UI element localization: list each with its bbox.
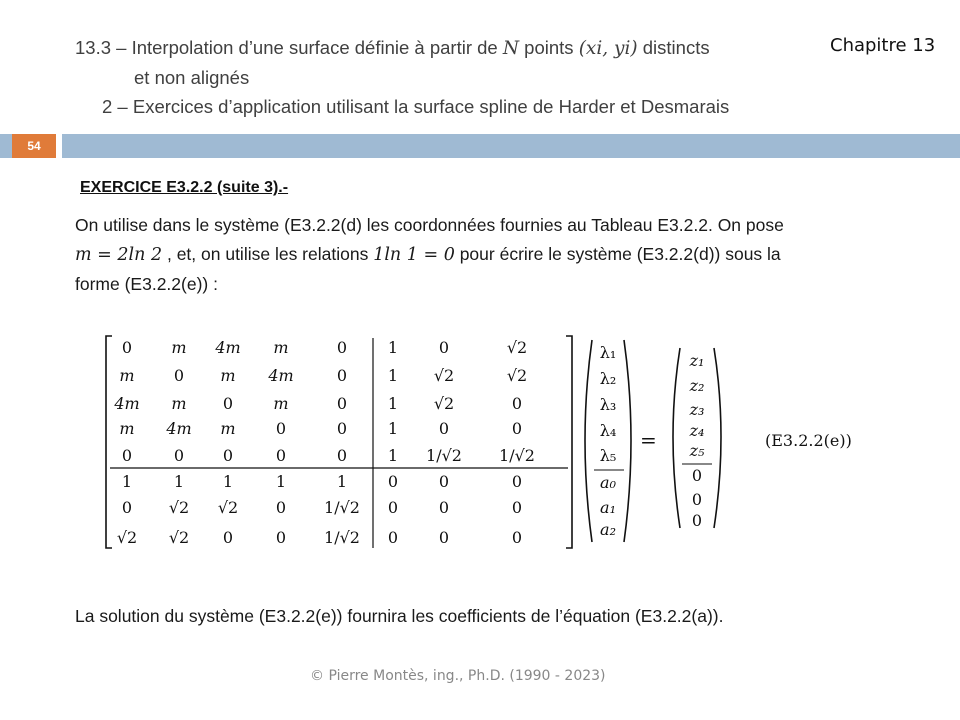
conclusion-text: La solution du système (E3.2.2(e)) fournira les coefficients de l’équation (E3.2.2(a)). <box>75 606 724 626</box>
matrix-cell: 0 <box>222 446 234 465</box>
paragraph-line2: m = 2ln 2 , et, on utilise les relations 1ln 1 = 0 pour écrire le système (E3.2.2(d)) sous la <box>75 244 781 265</box>
chapter-label: Chapitre 13 <box>830 35 936 56</box>
unknown-entry: λ₅ <box>599 446 617 465</box>
matrix-cell: 0 <box>336 366 348 385</box>
matrix-cell: 0 <box>387 528 399 547</box>
matrix-cell: 0 <box>336 419 348 438</box>
matrix-cell: 0 <box>438 498 450 517</box>
matrix-cell: 0 <box>173 446 185 465</box>
matrix-cell: m <box>220 366 236 385</box>
rhs-entry: 0 <box>691 466 703 485</box>
matrix-cell: √2 <box>506 338 528 357</box>
matrix-cell: 0 <box>438 338 450 357</box>
matrix-cell: 1/√2 <box>426 446 462 465</box>
matrix-cell: 0 <box>121 446 133 465</box>
matrix-cell: 0 <box>511 528 523 547</box>
rhs-entry: z₂ <box>689 376 705 395</box>
matrix-cell: √2 <box>506 366 528 385</box>
rhs-entry: 0 <box>691 511 703 530</box>
matrix-cell: m <box>119 366 135 385</box>
matrix-cell: √2 <box>433 366 455 385</box>
matrix-cell: 0 <box>511 472 523 491</box>
matrix-cell: √2 <box>433 394 455 413</box>
matrix-cell: 0 <box>511 394 523 413</box>
section-subtitle: 2 – Exercices d’application utilisant la surface spline de Harder et Desmarais <box>102 96 730 117</box>
unknown-entry: λ₃ <box>599 395 617 414</box>
rhs-entry: z₅ <box>689 441 705 460</box>
matrix-cell: 0 <box>121 338 133 357</box>
matrix-cell: 0 <box>121 498 133 517</box>
matrix-cell: 0 <box>173 366 185 385</box>
rhs-entry: 0 <box>691 490 703 509</box>
matrix-cell: 1 <box>387 446 399 465</box>
matrix-cell: 4m <box>268 366 294 385</box>
unknown-entry: a₂ <box>600 520 616 539</box>
matrix-cell: 1 <box>222 472 234 491</box>
unknown-entry: a₀ <box>600 473 616 492</box>
unknown-entry: λ₁ <box>599 343 617 362</box>
matrix-cell: 0 <box>387 498 399 517</box>
matrix-cell: 0 <box>275 419 287 438</box>
rhs-entry: z₁ <box>689 351 705 370</box>
matrix-cell: 1 <box>336 472 348 491</box>
matrix-cell: 1 <box>387 338 399 357</box>
paragraph-line3: forme (E3.2.2(e)) : <box>75 274 218 294</box>
unknown-entry: λ₄ <box>599 421 617 440</box>
matrix-cell: √2 <box>168 528 190 547</box>
equation-label: (E3.2.2(e)) <box>765 431 852 450</box>
matrix-cell: 1 <box>387 394 399 413</box>
matrix-cell: √2 <box>168 498 190 517</box>
matrix-cell: 0 <box>387 472 399 491</box>
matrix-cell: 0 <box>222 394 234 413</box>
matrix-cell: 0 <box>275 498 287 517</box>
matrix-cell: 0 <box>511 419 523 438</box>
matrix-cell: m <box>171 338 187 357</box>
matrix-cell: 1/√2 <box>324 528 360 547</box>
footer-copyright: © Pierre Montès, ing., Ph.D. (1990 - 2023) <box>310 668 606 684</box>
matrix-cell: √2 <box>217 498 239 517</box>
math-relation: 1ln 1 = 0 <box>373 245 455 265</box>
unknown-entry: a₁ <box>600 498 616 517</box>
matrix-cell: 0 <box>336 338 348 357</box>
matrix-cell: 4m <box>166 419 192 438</box>
rhs-entry: z₃ <box>689 400 705 419</box>
matrix-cell: m <box>273 394 289 413</box>
matrix-cell: 0 <box>336 394 348 413</box>
matrix-cell: 0 <box>275 528 287 547</box>
matrix-cell: √2 <box>116 528 138 547</box>
matrix-cell: m <box>273 338 289 357</box>
matrix-cell: 0 <box>511 498 523 517</box>
matrix-cell: m <box>171 394 187 413</box>
section-title-line1: 13.3 – Interpolation d’une surface définie à partir de N points (xi, yi) distincts <box>75 37 710 59</box>
math-m-def: m = 2ln 2 <box>75 245 163 265</box>
matrix-cell: 1/√2 <box>499 446 535 465</box>
matrix-cell: 0 <box>222 528 234 547</box>
matrix-cell: 0 <box>275 446 287 465</box>
paragraph-line1: On utilise dans le système (E3.2.2(d) les coordonnées fournies au Tableau E3.2.2. On pose <box>75 215 784 235</box>
matrix-cell: 1 <box>121 472 133 491</box>
matrix-cell: 0 <box>438 528 450 547</box>
matrix-cell: 1 <box>275 472 287 491</box>
matrix-cell: 0 <box>336 446 348 465</box>
matrix-cell: m <box>119 419 135 438</box>
matrix-cell: 0 <box>438 472 450 491</box>
matrix-cell: 4m <box>215 338 241 357</box>
matrix-cell: 1/√2 <box>324 498 360 517</box>
rhs-entry: z₄ <box>689 421 705 440</box>
matrix-cell: 4m <box>114 394 140 413</box>
unknown-entry: λ₂ <box>599 369 617 388</box>
matrix-cell: 1 <box>173 472 185 491</box>
matrix-cell: 1 <box>387 366 399 385</box>
matrix-cell: m <box>220 419 236 438</box>
matrix-cell: 1 <box>387 419 399 438</box>
section-title-line2: et non alignés <box>134 67 250 88</box>
page-number: 54 <box>12 134 56 158</box>
exercise-title: EXERCICE E3.2.2 (suite 3).- <box>80 179 289 196</box>
equals-sign: = <box>640 428 657 452</box>
matrix-cell: 0 <box>438 419 450 438</box>
